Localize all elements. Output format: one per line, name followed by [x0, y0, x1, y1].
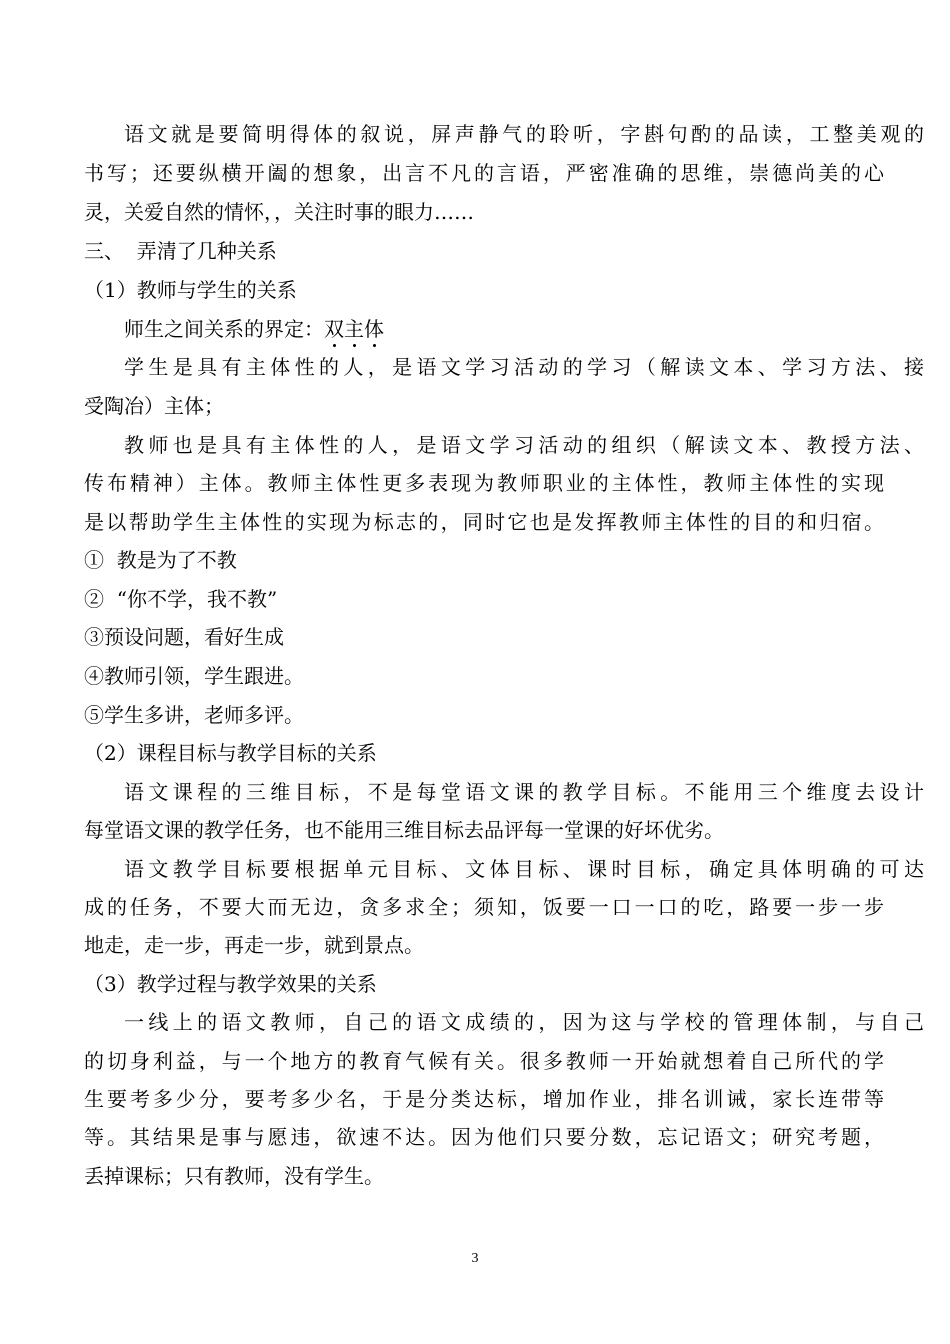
subsection-heading: （3）教学过程与教学效果的关系: [84, 972, 377, 996]
paragraph-line: 一线上的语文教师，自己的语文成绩的，因为这与学校的管理体制，与自己: [124, 1010, 924, 1034]
paragraph-line: 教师也是具有主体性的人，是语文学习活动的组织（解读文本、教授方法、: [124, 433, 924, 457]
paragraph-line: 地走，走一步，再走一步，就到景点。: [84, 933, 424, 957]
list-item: ④教师引领，学生跟进。: [84, 664, 304, 688]
subsection-heading: （2）课程目标与教学目标的关系: [84, 741, 377, 765]
paragraph-line: 书写；还要纵横开阖的想象，出言不凡的言语，严密准确的思维，崇德尚美的心: [84, 161, 884, 185]
definition-prefix: 师生之间关系的界定：: [124, 317, 324, 341]
emphasis-char: 双: [324, 317, 344, 341]
paragraph-line: 等。其结果是事与愿违，欲速不达。因为他们只要分数，忘记语文；研究考题，: [84, 1125, 884, 1149]
paragraph-line: 的切身利益，与一个地方的教育气候有关。很多教师一开始就想着自己所代的学: [84, 1049, 884, 1073]
paragraph-line: 受陶冶）主体；: [84, 394, 224, 418]
paragraph-line: 成的任务，不要大而无边，贪多求全；须知，饭要一口一口的吃，路要一步一步: [84, 895, 884, 919]
paragraph-line: 语文课程的三维目标，不是每堂语文课的教学目标。不能用三个维度去设计: [124, 780, 924, 804]
paragraph-line: 生要考多少分，要考多少名，于是分类达标，增加作业，排名训诫，家长连带等: [84, 1087, 884, 1111]
paragraph-line: 是以帮助学生主体性的实现为标志的，同时它也是发挥教师主体性的目的和归宿。: [84, 510, 884, 534]
paragraph-line: 学生是具有主体性的人，是语文学习活动的学习（解读文本、学习方法、接: [124, 355, 924, 379]
paragraph-line: 语文就是要简明得体的叙说，屏声静气的聆听，字斟句酌的品读，工整美观的: [124, 122, 924, 146]
subsection-heading: （1）教师与学生的关系: [84, 278, 297, 302]
list-item: ① 教是为了不教: [84, 548, 237, 572]
paragraph-line: 语文教学目标要根据单元目标、文体目标、课时目标，确定具体明确的可达: [124, 857, 924, 881]
paragraph-line: 每堂语文课的教学任务，也不能用三维目标去品评每一堂课的好坏优劣。: [84, 818, 724, 842]
page-number: 3: [471, 1251, 479, 1266]
paragraph-line: 灵，关爱自然的情怀，，关注时事的眼力……: [84, 200, 474, 224]
emphasis-char: 体: [364, 317, 384, 341]
section-heading: 三、 弄清了几种关系: [84, 239, 277, 263]
definition-line: [124, 316, 924, 342]
list-item: ⑤学生多讲，老师多评。: [84, 703, 304, 727]
paragraph-line: 传布精神）主体。教师主体性更多表现为教师职业的主体性，教师主体性的实现: [84, 471, 884, 495]
emphasis-char: 主: [344, 317, 364, 341]
list-item: ③预设问题，看好生成: [84, 625, 284, 649]
list-item: ② “你不学，我不教”: [84, 587, 278, 611]
paragraph-line: 丢掉课标；只有教师，没有学生。: [84, 1164, 384, 1188]
